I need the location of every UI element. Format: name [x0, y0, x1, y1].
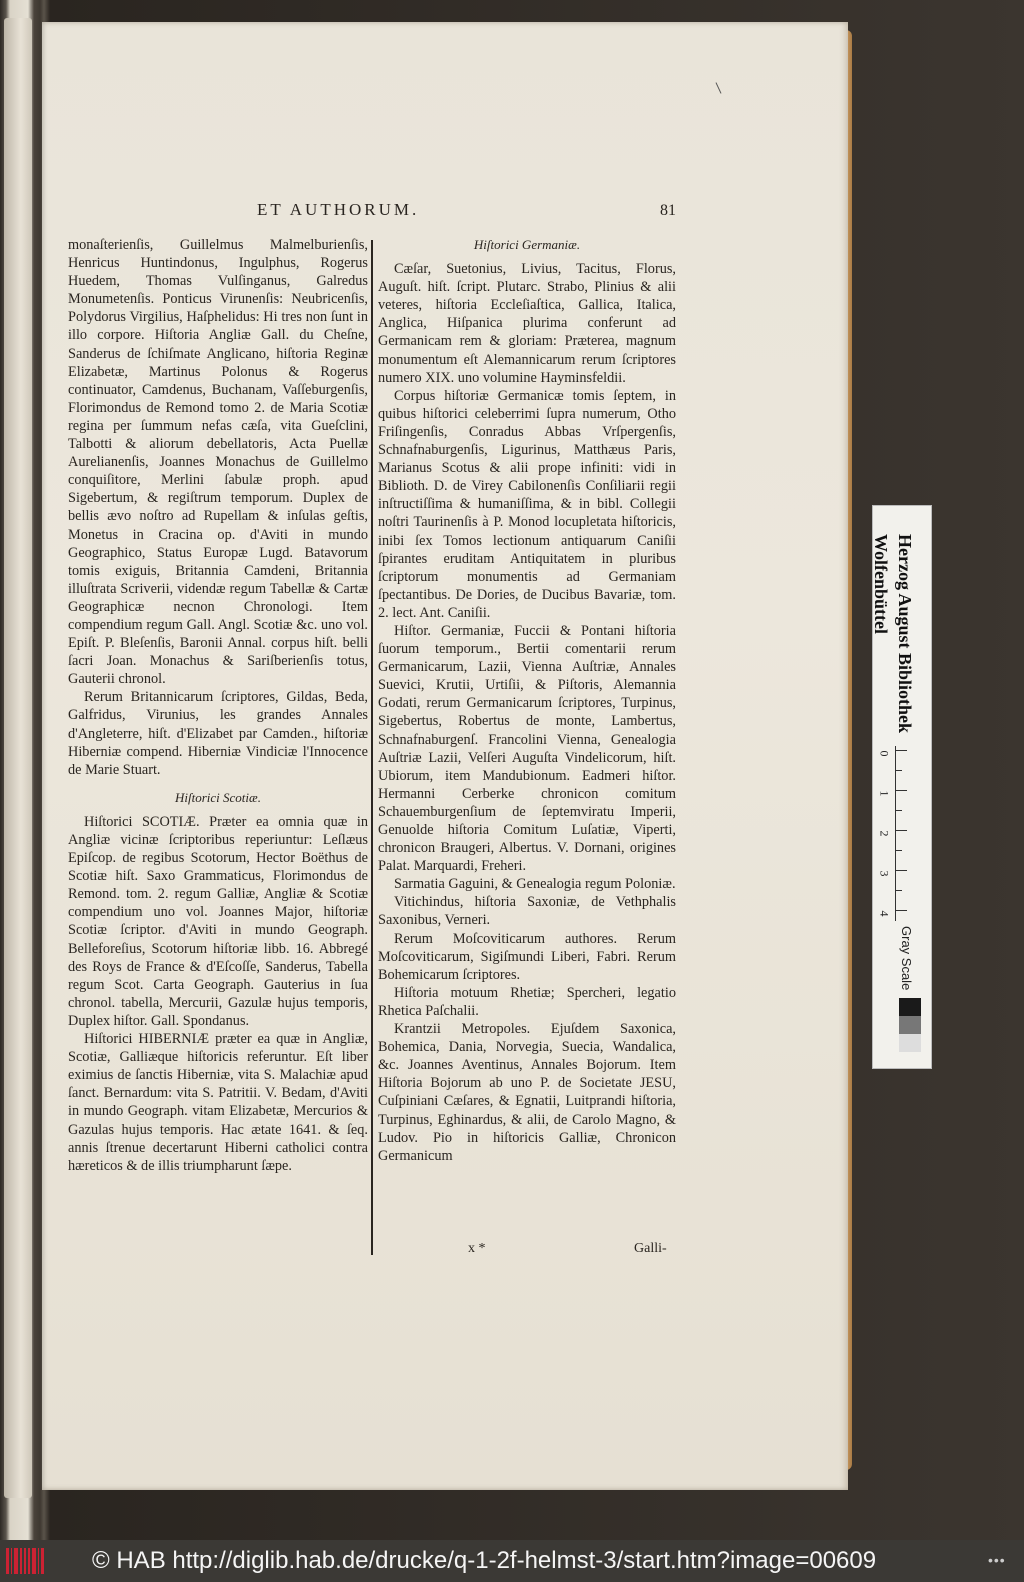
previous-page-edge — [4, 18, 32, 1498]
scale-tick — [895, 810, 902, 811]
scale-tick — [895, 890, 902, 891]
copyright-url-text[interactable]: © HAB http://diglib.hab.de/drucke/q-1-2f-helmst-3/start.htm?image=00609 — [92, 1547, 877, 1574]
gray-scale-label: Gray Scale — [899, 926, 914, 991]
page-header — [42, 200, 848, 230]
ruler-line — [895, 746, 896, 921]
scale-tick — [895, 830, 907, 831]
right-paragraph-8: Krantzii Metropoles. Ejuſdem Saxonica, Bohemica, Dania, Norvegia, Suecia, Wandalica, &c. Joannes Aventinus, Annales Bojorum. Item Hiſtoria Bojorum ab uno P. de Societate JESU, Cuſpiniani Cæſares, & Egnatii, Luitprandi hiſtoria, Turpinus, Eghinardus, & alii, de Carolo Magno, & Ludov. Pio in hiſtoricis Galliæ, Chronicon Germanicum — [378, 1021, 676, 1164]
book-page — [42, 22, 848, 1490]
right-paragraph-2: Corpus hiſtoriæ Germanicæ tomis ſeptem, in quibus hiſtorici celeberrimi ſupra numerum, Otho Friſingenſis, Conradus Abbas Vrſpergenſis, Schnafnaburgenſis, Ligurinus, Matthæus Paris, Marianus Scotus & alii prope infiniti: vidi in Biblioth. D. de Virey Cabilonenſis Conſiliarii regii inſtructiſſima & humaniſſima, & in bibl. Collegii noſtri Taurinenſis à P. Monod locupletata hiſtoricis, inibi ſex Tomos lectionum antiquarum Caniſii ſpirantes eruditam Antiquitatem in pluribus ſcriptorum monumentis ad Germaniam ſpectantibus. De Dories, de Ducibus Bavariæ, tom. 2. lect. Ant. Caniſii. — [378, 387, 676, 621]
right-paragraph-5: Vitichindus, hiſtoria Saxoniæ, de Vethphalis Saxonibus, Verneri. — [378, 894, 676, 929]
right-paragraph-4: Sarmatia Gaguini, & Genealogia regum Poloniæ. — [394, 876, 676, 893]
scale-number-0: 0 — [877, 750, 892, 757]
right-paragraph-6: Rerum Moſcoviticarum authores. Rerum Moſcoviticarum, Sigiſmundi Liberi, Fabri. Rerum Bohemicarum ſcriptores. — [378, 930, 676, 983]
color-calibration-bar — [872, 505, 932, 1069]
left-paragraph-3: Hiſtorici SCOTIÆ. Præter ea omnia quæ in Angliæ vicinæ ſcriptoribus reperiuntur: Leſlæus Epiſcop. de regibus Scotorum, Hector Boëthus de Scotiæ hiſt. Saxo Grammaticus, Florimondus de Remond. tom. 2. regum Galliæ, Angliæ & Scotiæ compendium uno vol. Joannes Major, hiſtoriæ Scotiæ ſcriptor. d'Aviti in mundo Geograph. Belleforeſius, Scotorum hiſtoriæ libb. 16. Abbregé des Roys de France & d'Eſcoſſe, Sanderus, Tabella regum Scot. Carta Geograph. Gauterius in ſua chronol. tabella, Mercurii, Gazulæ hujus temporis, Duplex hiſtor. Gall. Spondanus. — [68, 813, 368, 1029]
ruler-scale — [877, 746, 903, 926]
page-number: 81 — [660, 202, 676, 219]
left-paragraph-1: monaſterienſis, Guillelmus Malmelburienſis, Henricus Huntindonus, Ingulphus, Rogerus Huedem, Thomas Vulſinganus, Galredus Monumetenſis. Ponticus Virunenſis: Neubricenſis, Polydorus Virgilius, Haſphelidus: Hi tres non ſunt in illo corpore. Hiſtoria Angliæ Gall. du Cheſne, Sanderus de ſchiſmate Anglicano, hiſtoria Reginæ Elizabetæ, Martinus Polonus & Rogerus continuator, Camdenus, Buchanam, Vaſſeburgenſis, Florimondus de Remond tomo 2. de Maria Scotiæ regina per ſummum nefas cæſa, vita Gueſclini, Talbotti & aliorum debellatoris, Acta Puellæ Aurelianenſis, Joannes Monachus de Guillelmo conquiſitore, Merlini ſabulæ proph. apud Sigebertum, & regiſtrum temporum. Duplex de bellis ævo noſtro ad Rupellam & inſulas geſtis, Monetus in Cracina op. d'Aviti in mundo Geographico, Status Europæ Lugd. Batavorum tomis exiguis, Britannia Camdeni, Britannia illuſtrata Scriverii, videndæ regum Tabellæ & Cartæ Geographicæ necnon Chronologi. Item compendium regum Gall. Angl. Scotiæ &c. uno vol. Epiſt. P. Bleſenſis, Baronii Annal. corpus hiſt. belli ſacri Joan. Monachus & Sariſberienſis totus, Gauterii chronol. — [68, 237, 368, 688]
right-paragraph-3: Hiſtor. Germaniæ, Fuccii & Pontani hiſtoria ſuorum temporum., Bertii comentarii rerum Germanicarum, Lazii, Vienna Auſtriæ, Annales Suevici, Krutii, Urtiſii, & Piſtoris, Alemannia Godati, rerum Germanicarum ſcriptores, Turpinus, Sigebertus, Robertus de monte, Lambertus, Schnafnaburgenſ. Francolini Vienna, Genealogia Auſtriæ Lazii, Velſeri Auguſta Vindelicorum, hiſt. Ubiorum, item Mandubionum. Eadmeri hiſtor. Hermanni Cerberke chronicon comitum Schauemburgenſium de ſeptemviratu Imperii, Genuolde hiſtoria Comitum Luſatiæ, Viperti, chronicon Braugeri, Albertus. V. Dornani, origines Palat. Marquardi, Freheri. — [378, 622, 676, 875]
scale-tick — [895, 790, 907, 791]
scale-tick — [895, 910, 907, 911]
pencil-mark — [716, 82, 722, 93]
right-paragraph-1: Cæſar, Suetonius, Livius, Tacitus, Florus, Auguſt. hiſt. ſcript. Plutarc. Strabo, Plinius & alii veteres, hiſtoria Eccleſiaſtica, Gallica, Italica, Anglica, Hiſpanica plurima conferunt ad Germanicam rem & gloriam: Præterea, magnum monumentum eſt Alemannicarum rerum ſcriptores numero XIX. uno volumine Hayminsfeldii. — [378, 261, 676, 386]
more-dots-icon[interactable]: ••• — [988, 1552, 1006, 1568]
catchword: Galli- — [634, 1241, 667, 1256]
scale-number-3: 3 — [877, 870, 892, 877]
column-divider — [371, 240, 373, 1255]
gray-swatch-mid — [899, 1016, 921, 1034]
section-heading-germaniae: Hiſtorici Germaniæ. — [473, 237, 581, 252]
scale-tick — [895, 850, 902, 851]
library-name-line-1: Herzog August Bibliothek — [895, 534, 915, 734]
barcode-logo-icon — [6, 1548, 46, 1574]
scale-number-4: 4 — [877, 910, 892, 917]
library-name-line-2: Wolfenbüttel — [871, 534, 891, 635]
status-bar — [0, 1540, 1024, 1582]
section-heading-scotiae: Hiſtorici Scotiæ. — [175, 789, 261, 805]
left-paragraph-4: Hiſtorici HIBERNIÆ præter ea quæ in Angliæ, Scotiæ, Galliæque hiſtoricis referuntur. Eſt liber eximius de ſanctis Hiberniæ, vita S. Malachiæ apud ſanct. Bernardum: vita S. Patritii. V. Bedam, d'Aviti in mundo Geograph. vitam Elizabetæ, Mercurios & Gazulas hujus temporis. Hac ætate 1641. & ſeq. annis ſtrenue decertarunt Hiberni catholici contra hæreticos & de illis triumpharunt ſæpe. — [68, 1031, 368, 1174]
scale-tick — [895, 750, 907, 751]
scale-tick — [895, 770, 902, 771]
signature-mark: x * — [468, 1241, 486, 1256]
scale-tick — [895, 870, 907, 871]
right-paragraph-7: Hiſtoria motuum Rhetiæ; Spercheri, legatio Rhetica Paſchalii. — [378, 984, 676, 1019]
scale-number-1: 1 — [877, 790, 892, 797]
scale-number-2: 2 — [877, 830, 892, 837]
left-column — [68, 236, 368, 1175]
running-title: ET AUTHORUM. — [257, 200, 420, 219]
right-column — [378, 236, 676, 1165]
gray-swatch-light — [899, 1034, 921, 1052]
gray-swatch-black — [899, 998, 921, 1016]
left-paragraph-2: Rerum Britannicarum ſcriptores, Gildas, Beda, Galfridus, Virunius, les grandes Annales d'Angleterre, hiſt. d'Elizabet par Camden., hiſtoriæ Hiberniæ compend. Hiberniæ Vindiciæ l'Innocence de Marie Stuart. — [68, 689, 368, 778]
